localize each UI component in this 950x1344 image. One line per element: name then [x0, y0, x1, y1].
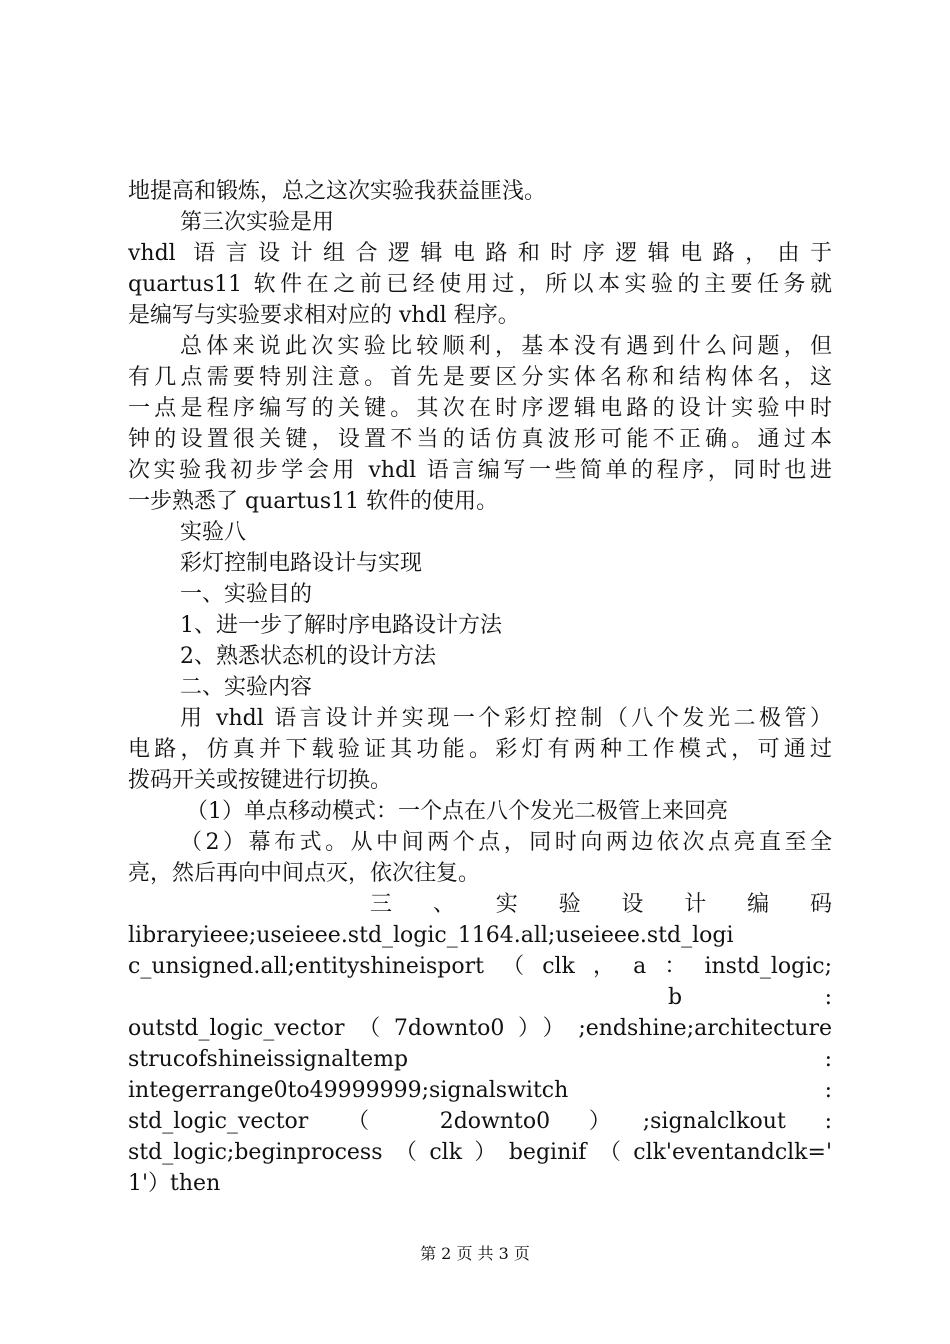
code-line: libraryieee;useieee.std_logic_1164.all;useieee.std_logi [128, 923, 734, 948]
code-line: b : [668, 985, 832, 1010]
code-line: std_logic_vector （ 2downto0 ）;signalclkout : [128, 1109, 832, 1134]
code-line: c_unsigned.all;entityshineisport（clk，a：instd_logic; [128, 954, 832, 979]
text-line: 地提高和锻炼，总之这次实验我获益匪浅。 [128, 179, 547, 204]
text-line: 是编写与实验要求相对应的 vhdl 程序。 [128, 303, 520, 328]
text-line: 电路，仿真并下载验证其功能。彩灯有两种工作模式，可通过 [128, 737, 832, 762]
text-line: 第三次实验是用 [180, 210, 335, 235]
section-heading: 彩灯控制电路设计与实现 [180, 551, 423, 576]
text-line: 2、熟悉状态机的设计方法 [180, 644, 436, 669]
text-line: 拨码开关或按键进行切换。 [128, 768, 393, 793]
text-line: （2）幕布式。从中间两个点，同时向两边依次点亮直至全 [180, 830, 832, 855]
code-line: std_logic;beginprocess（clk）beginif（clk'eventandclk=' [128, 1140, 832, 1165]
text-line: quartus11 软件在之前已经使用过，所以本实验的主要任务就 [128, 272, 832, 297]
code-line: strucofshineissignaltemp : [128, 1047, 832, 1072]
section-heading: 三 、 实 验 设 计 编 码 [370, 892, 832, 917]
text-line: 钟的设置很关键，设置不当的话仿真波形可能不正确。通过本 [128, 427, 832, 452]
text-line: 用 vhdl 语言设计并实现一个彩灯控制（八个发光二极管） [180, 706, 832, 731]
page-footer: 第 2 页 共 3 页 [420, 1244, 530, 1263]
text-line: 亮，然后再向中间点灭，依次往复。 [128, 861, 481, 886]
text-line: vhdl 语言设计组合逻辑电路和时序逻辑电路，由于 [128, 241, 832, 266]
text-line: 总体来说此次实验比较顺利，基本没有遇到什么问题，但 [180, 334, 832, 359]
text-line: 一点是程序编写的关键。其次在时序逻辑电路的设计实验中时 [128, 396, 832, 421]
text-line: 有几点需要特别注意。首先是要区分实体名称和结构体名，这 [128, 365, 832, 390]
section-heading: 二、实验内容 [180, 675, 313, 700]
section-heading: 一、实验目的 [180, 582, 313, 607]
text-line: 1、进一步了解时序电路设计方法 [180, 613, 502, 638]
text-line: 次实验我初步学会用 vhdl 语言编写一些简单的程序，同时也进 [128, 458, 832, 483]
text-line: （1）单点移动模式：一个点在八个发光二极管上来回亮 [186, 799, 728, 824]
code-line: 1'）then [128, 1171, 221, 1196]
section-heading: 实验八 [180, 520, 247, 545]
code-line: integerrange0to49999999;signalswitch : [128, 1078, 832, 1103]
code-line: outstd_logic_vector（7downto0））;endshine;architecture [128, 1016, 832, 1041]
text-line: 一步熟悉了 quartus11 软件的使用。 [128, 489, 499, 514]
